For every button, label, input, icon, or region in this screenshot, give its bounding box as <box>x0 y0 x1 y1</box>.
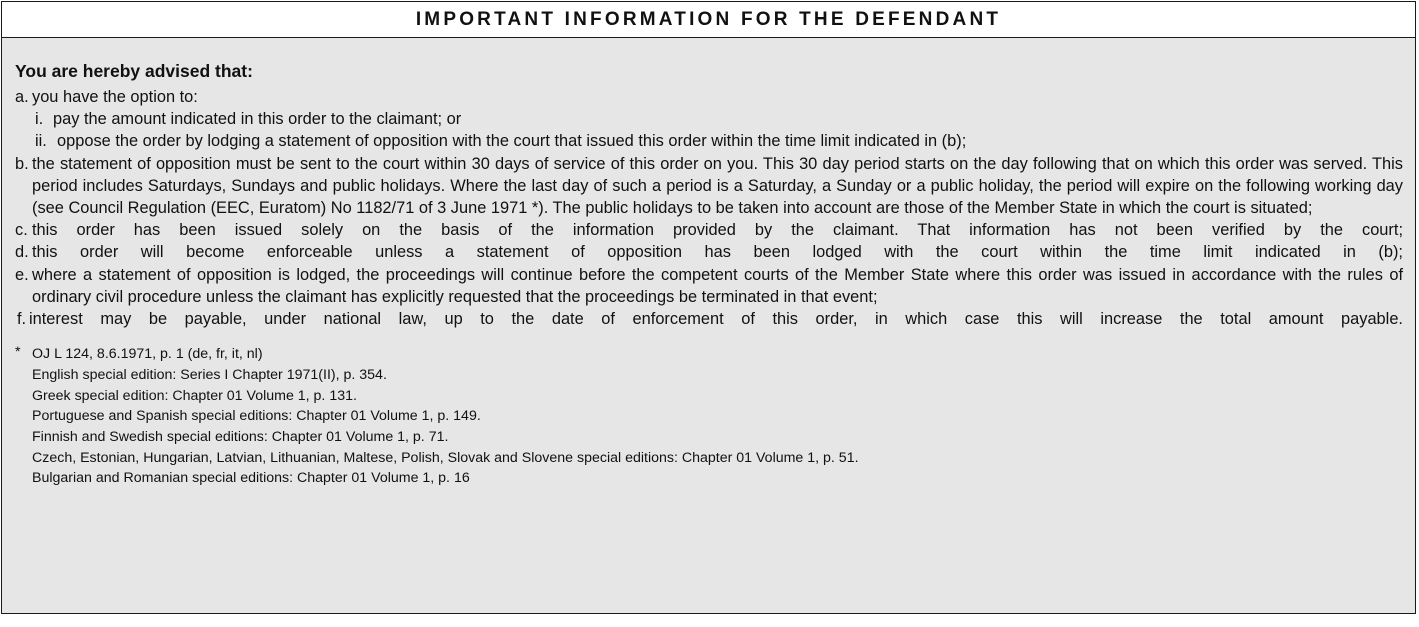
footnote-line: OJ L 124, 8.6.1971, p. 1 (de, fr, it, nl) <box>32 346 263 363</box>
list-item-a-ii <box>15 130 1403 152</box>
item-text: pay the amount indicated in this order to the claimant; or <box>53 110 462 129</box>
item-marker: i. <box>35 110 44 129</box>
item-marker: e. <box>15 265 29 284</box>
list-item-f <box>15 308 1403 330</box>
box-body <box>2 38 1415 613</box>
footnote-line: Czech, Estonian, Hungarian, Latvian, Lithuanian, Maltese, Polish, Slovak and Slovene special editions: Chapter 01 Volume 1, p. 51. <box>32 449 859 466</box>
defendant-information-box <box>1 1 1416 614</box>
list-item-e <box>15 264 1403 308</box>
item-text: the statement of opposition must be sent to the court within 30 days of service of this order on you. This 30 day period starts on the day following that on which this order was served. This period includes Saturdays, Sundays and public holidays. Where the last day of such a period is a Saturday, a Sunday or a public holiday, the period will expire on the following working day (see Council Regulation (EEC, Euratom) No 1182/71 of 3 June 1971 *). The public holidays to be taken into account are those of the Member State in which the court is situated; <box>32 154 1403 218</box>
item-text: you have the option to: <box>32 88 198 106</box>
box-title <box>2 2 1415 38</box>
footnote-line: Bulgarian and Romanian special editions: Chapter 01 Volume 1, p. 16 <box>32 470 470 487</box>
footnote-block <box>15 344 1403 489</box>
item-text: this order has been issued solely on the basis of the information provided by the claimant. That information has not been verified by the court; <box>32 221 1403 240</box>
list-item-c <box>15 219 1403 241</box>
footnote-line: Finnish and Swedish special editions: Chapter 01 Volume 1, p. 71. <box>32 429 449 446</box>
list-item-d <box>15 241 1403 263</box>
item-marker: a. <box>15 88 29 106</box>
item-marker: ii. <box>35 132 47 151</box>
box-title-text: IMPORTANT INFORMATION FOR THE DEFENDANT <box>415 8 1002 30</box>
footnote-line: Portuguese and Spanish special editions: Chapter 01 Volume 1, p. 149. <box>32 408 481 425</box>
item-marker: c. <box>15 221 28 240</box>
list-item-b <box>15 153 1403 220</box>
footnote-line: Greek special edition: Chapter 01 Volume 1, p. 131. <box>32 387 357 404</box>
item-marker: f. <box>17 310 27 329</box>
intro-heading: You are hereby advised that: <box>15 61 253 81</box>
item-marker: d. <box>15 243 29 262</box>
list-item-a <box>15 86 1403 108</box>
item-text: this order will become enforceable unless a statement of opposition has been lodged with the court within the time limit indicated in (b); <box>32 243 1403 262</box>
item-text: interest may be payable, under national law, up to the date of enforcement of this order, in which case this will increase the total amount payable. <box>29 310 1403 329</box>
item-text: where a statement of opposition is lodged, the proceedings will continue before the competent courts of the Member State where this order was issued in accordance with the rules of ordinary civil procedure unless the claimant has explicitly requested that the proceedings be terminated in that event; <box>32 265 1403 306</box>
footnote-line: English special edition: Series I Chapter 1971(II), p. 354. <box>32 366 387 383</box>
list-item-a-i <box>15 108 1403 130</box>
item-text: oppose the order by lodging a statement of opposition with the court that issued this order within the time limit indicated in (b); <box>57 132 967 151</box>
item-marker: b. <box>15 154 29 173</box>
footnote-first-line <box>15 344 1403 365</box>
footnote-asterisk: * <box>15 344 21 361</box>
